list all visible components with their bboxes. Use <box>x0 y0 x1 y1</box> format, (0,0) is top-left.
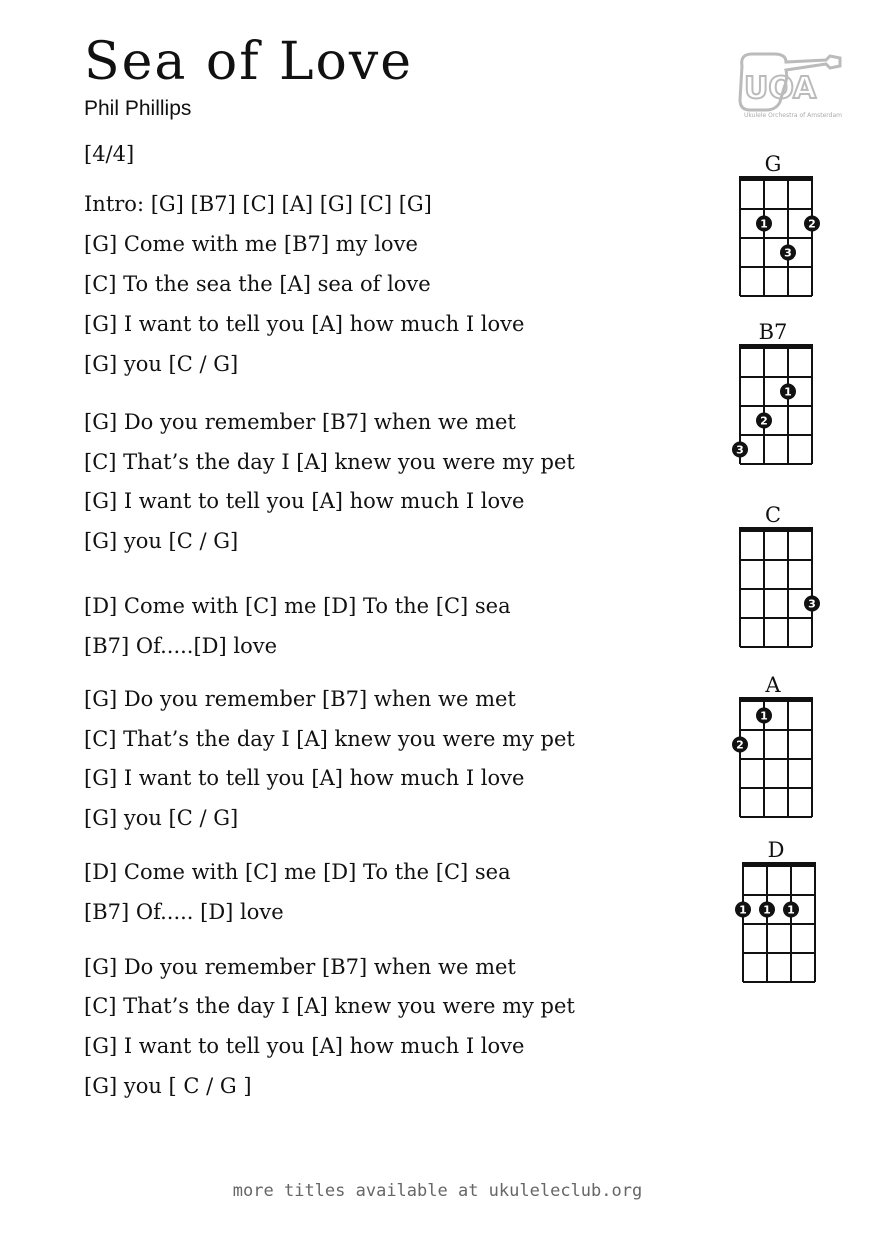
lyric-line: [G] you [C / G] <box>84 352 239 376</box>
chord-diagram-b7 <box>728 320 818 470</box>
fretboard <box>728 695 828 825</box>
lyric-line: [C] That’s the day I [A] knew you were my pet <box>84 994 575 1018</box>
finger-number: 3 <box>736 443 744 457</box>
lyric-line: [G] Do you remember [B7] when we met <box>84 955 516 979</box>
footer-text: more titles available at ukuleleclub.org <box>232 1181 643 1201</box>
logo-subtext: Ukulele Orchestra of Amsterdam <box>744 112 842 119</box>
chord-name: C <box>764 503 782 527</box>
finger-number: 3 <box>784 246 792 260</box>
nut <box>739 176 813 181</box>
finger-number: 1 <box>763 903 771 917</box>
lyric-line: [G] I want to tell you [A] how much I love <box>84 766 525 790</box>
nut <box>742 862 816 867</box>
artist-name: Phil Phillips <box>84 97 192 120</box>
lyric-line: [G] you [ C / G ] <box>84 1074 252 1098</box>
chord-name: D <box>767 838 785 862</box>
song-title: Sea of Love <box>84 32 413 92</box>
chord-diagram-d <box>731 838 821 988</box>
lyric-line: [G] I want to tell you [A] how much I love <box>84 489 525 513</box>
lyric-line: [C] That’s the day I [A] knew you were my pet <box>84 727 575 751</box>
logo-text: UOA <box>744 71 817 106</box>
finger-number: 2 <box>736 738 744 752</box>
lyric-line: [B7] Of.....[D] love <box>84 634 278 658</box>
fretboard <box>728 525 828 655</box>
lyric-line: [G] I want to tell you [A] how much I love <box>84 1034 525 1058</box>
nut <box>739 344 813 349</box>
finger-number: 2 <box>760 414 768 428</box>
fretboard <box>731 860 831 990</box>
chord-name: B7 <box>758 320 788 344</box>
finger-number: 1 <box>739 903 747 917</box>
finger-number: 1 <box>760 709 768 723</box>
fretboard <box>728 342 828 472</box>
finger-number: 2 <box>808 217 816 231</box>
lyric-line: [G] you [C / G] <box>84 529 239 553</box>
chord-name: A <box>765 673 781 697</box>
lyric-line: [G] I want to tell you [A] how much I love <box>84 312 525 336</box>
nut <box>739 697 813 702</box>
nut <box>739 527 813 532</box>
finger-number: 1 <box>760 217 768 231</box>
lyric-line: [G] you [C / G] <box>84 806 239 830</box>
chord-diagram-c <box>728 503 818 653</box>
lyric-line: [C] To the sea the [A] sea of love <box>84 272 431 296</box>
lyric-line: [D] Come with [C] me [D] To the [C] sea <box>84 860 511 884</box>
lyric-line: [G] Do you remember [B7] when we met <box>84 410 516 434</box>
chord-diagram-g <box>728 152 818 302</box>
lyric-line: [G] Do you remember [B7] when we met <box>84 687 516 711</box>
chord-diagram-a <box>728 673 818 823</box>
finger-number: 1 <box>784 385 792 399</box>
lyric-line: [G] Come with me [B7] my love <box>84 232 418 256</box>
finger-number: 3 <box>808 597 816 611</box>
lyric-line: [C] That’s the day I [A] knew you were my pet <box>84 450 575 474</box>
fretboard <box>728 174 828 304</box>
finger-number: 1 <box>787 903 795 917</box>
lyric-line: [B7] Of..... [D] love <box>84 900 284 924</box>
lyric-line: [4/4] <box>84 142 135 166</box>
chord-name: G <box>764 152 782 176</box>
ukulele-logo-icon <box>736 48 844 120</box>
lyric-line: Intro: [G] [B7] [C] [A] [G] [C] [G] <box>84 192 432 216</box>
lyric-line: [D] Come with [C] me [D] To the [C] sea <box>84 594 511 618</box>
